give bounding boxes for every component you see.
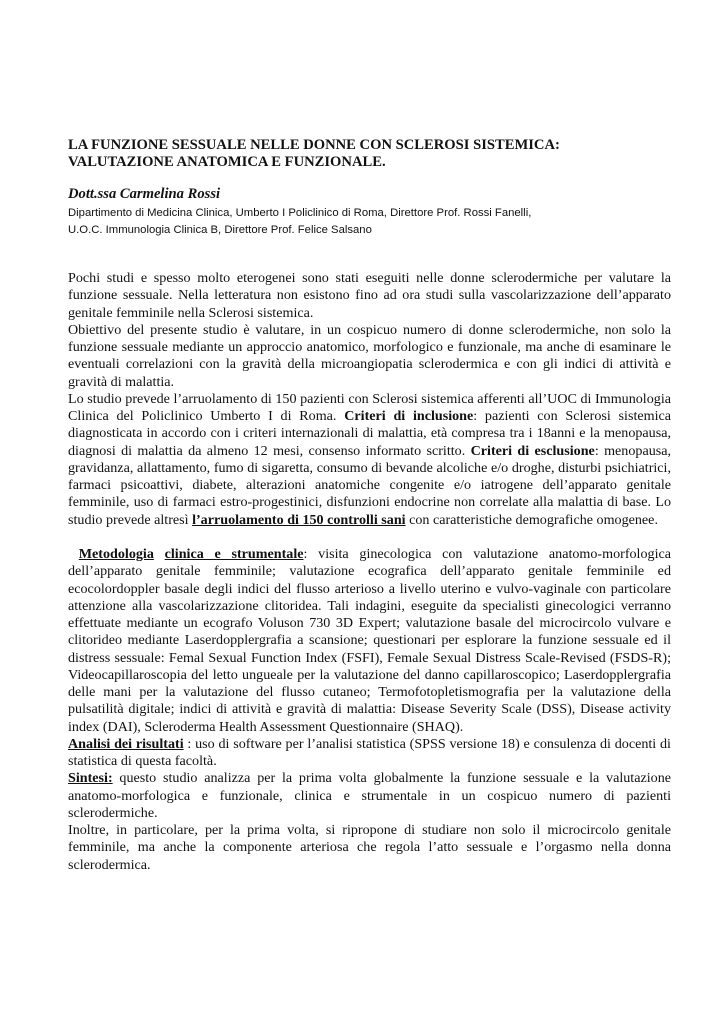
enrollment-paragraph [68, 391, 671, 529]
affiliation-line-1: Dipartimento di Medicina Clinica, Umberto I Policlinico di Roma, Direttore Prof. Rossi Fanelli, [68, 207, 532, 219]
intro-paragraph-1: Pochi studi e spesso molto eterogenei sono stati eseguiti nelle donne sclerodermiche per valutare la funzione sessuale. Nella letteratura non esistono fino ad ora studi sulla vascolarizzazione dell’apparato genitale femminile nella Sclerosi sistemica. [68, 270, 671, 321]
analysis-label: Analisi dei risultati [68, 735, 184, 752]
exclusion-criteria-text: : menopausa, gravidanza, allattamento, fumo di sigaretta, consumo di bevande alcoliche e/o droghe, disturbi psichiatrici, farmaci psicoattivi, diabete, alterazioni anatomiche congenite e/o iatrogene dell’apparato genitale femminile, uso di farmaci estro-progestinici, disfunzioni endocrine non correlate alla malattia di base. Lo studio prevede altresì [68, 442, 672, 528]
intro-paragraph-2: Obiettivo del presente studio è valutare, in un cospicuo numero di donne sclerodermiche, non solo la funzione sessuale mediante un approccio anatomico, morfologico e funzionale, ma anche di esaminare le eventuali correlazioni con la gravità della microangiopatia sclerodermica e con gli indici di attività e gravità di malattia. [68, 321, 671, 390]
conclusion-paragraph: Inoltre, in particolare, per la prima volta, si ripropone di studiare non solo il microcircolo genitale femminile, ma anche la componente arteriosa che regola l’atto sessuale e l’orgasmo nella donna sclerodermica. [68, 822, 671, 873]
affiliation-line-2: U.O.C. Immunologia Clinica B, Direttore Prof. Felice Salsano [68, 224, 372, 236]
analysis-paragraph [68, 736, 671, 771]
analysis-text: : uso di software per l’analisi statistica (SPSS versione 18) e consulenza di docenti di statistica di questa facoltà. [68, 735, 671, 769]
synthesis-label: Sintesi: [68, 770, 113, 787]
title-line-1: LA FUNZIONE SESSUALE NELLE DONNE CON SCLEROSI SISTEMICA: [68, 137, 560, 153]
author-affiliation [68, 205, 668, 239]
enrollment-text: Lo studio prevede l’arruolamento di 150 pazienti con Sclerosi sistemica afferenti all’UOC di Immunologia Clinica del Policlinico Umberto I di Roma. [68, 390, 671, 424]
paragraph-gap [68, 529, 671, 546]
methodology-paragraph [68, 546, 671, 736]
synthesis-text: questo studio analizza per la prima volta globalmente la funzione sessuale e la valutazione anatomo-morfologica e funzionale, clinica e strumentale in un cospicuo numero di pazienti sclerodermiche. [68, 770, 671, 821]
methodology-text: : visita ginecologica con valutazione anatomo-morfologica dell’apparato genitale femminile; valutazione ecografica dell’apparato genitale femminile ed ecocolordoppler basale degli indici del flusso arterioso a livello uterino e vulvo-vaginale con particolare attenzione alla vascolarizzazione clitoridea. Tali indagini, eseguite da specialisti ginecologici verranno effettuate mediante un ecografo Voluson 730 3D Expert; valutazione basale del microcircolo vulvare e clitorideo mediante Laserdopplergrafia a scansione; questionari per esplorare la funzione sessuale ed il distress sessuale: Femal Sexual Function Index (FSFI), Female Sexual Distress Scale-Revised (FSDS-R); Videocapillaroscopia del letto ungueale per la valutazione del danno capillaroscopico; Laserdopplergrafia delle mani per la valutazione del flusso cutaneo; Termofotopletismografia per la valutazione della pulsatilità digitale; indici di attività e gravità di malattia: Disease Severity Scale (DSS), Disease activity index (DAI), Scleroderma Health Assessment Questionnaire (SHAQ). [68, 546, 671, 735]
exclusion-criteria-label: Criteri di esclusione [470, 442, 595, 459]
controls-label: l’arruolamento di 150 controlli sani [192, 511, 406, 528]
methodology-label: Metodologia [78, 546, 154, 562]
controls-text: con caratteristiche demografiche omogenee. [405, 511, 658, 528]
inclusion-criteria-label: Criteri di inclusione [344, 408, 474, 424]
title-line-2: VALUTAZIONE ANATOMICA E FUNZIONALE. [68, 154, 386, 170]
author-name: Dott.ssa Carmelina Rossi [68, 186, 221, 202]
clinical-instrumental-label: clinica e strumentale [164, 546, 304, 562]
inclusion-criteria-text: : pazienti con Sclerosi sistemica diagnosticata in accordo con i criteri internazionali di malattia, età compresa tra i 18anni e la menopausa, diagnosi di malattia da almeno 12 mesi, consenso informato scritto. [68, 408, 672, 459]
document-body [68, 270, 671, 874]
document-title [68, 137, 668, 171]
synthesis-paragraph [68, 770, 671, 822]
